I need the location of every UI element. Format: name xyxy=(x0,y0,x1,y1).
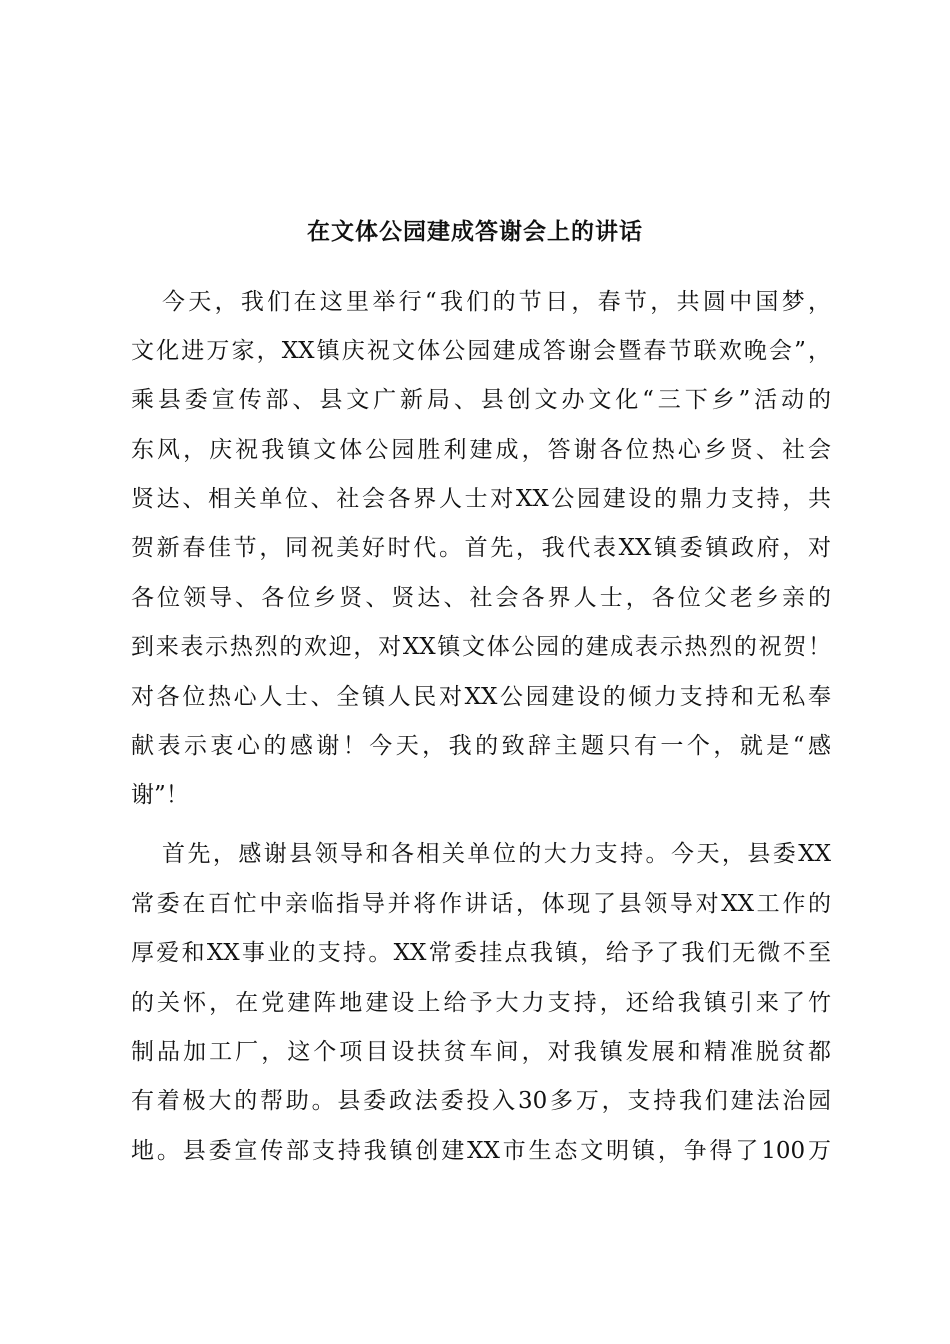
document-title: 在文体公园建成答谢会上的讲话 xyxy=(307,218,643,245)
paragraph-1-line-7: 各位领导、各位乡贤、贤达、社会各界人士，各位父老乡亲的 xyxy=(131,585,831,611)
paragraph-2-line-6: 有着极大的帮助。县委政法委投入30多万，支持我们建法治园 xyxy=(131,1088,831,1114)
paragraph-1-line-3: 乘县委宣传部、县文广新局、县创文办文化“三下乡”活动的 xyxy=(131,387,831,413)
paragraph-2-line-1: 首先，感谢县领导和各相关单位的大力支持。今天，县委XX xyxy=(162,841,831,867)
paragraph-1-line-10: 献表示衷心的感谢！今天，我的致辞主题只有一个，就是“感 xyxy=(131,733,831,759)
paragraph-2-line-3: 厚爱和XX事业的支持。XX常委挂点我镇，给予了我们无微不至 xyxy=(131,940,831,966)
paragraph-1-line-2: 文化进万家，XX镇庆祝文体公园建成答谢会暨春节联欢晚会”， xyxy=(131,338,831,364)
paragraph-1-line-1: 今天，我们在这里举行“我们的节日，春节，共圆中国梦， xyxy=(162,289,831,315)
paragraph-1-line-6: 贺新春佳节，同祝美好时代。首先，我代表XX镇委镇政府，对 xyxy=(131,535,831,561)
paragraph-1-line-11: 谢”！ xyxy=(131,782,189,808)
paragraph-1-line-9: 对各位热心人士、全镇人民对XX公园建设的倾力支持和无私奉 xyxy=(131,684,831,710)
paragraph-1-line-5: 贤达、相关单位、社会各界人士对XX公园建设的鼎力支持，共 xyxy=(131,486,831,512)
paragraph-2-line-5: 制品加工厂，这个项目设扶贫车间，对我镇发展和精准脱贫都 xyxy=(131,1039,831,1065)
paragraph-1-line-8: 到来表示热烈的欢迎，对XX镇文体公园的建成表示热烈的祝贺！ xyxy=(131,634,831,660)
paragraph-1-line-4: 东风，庆祝我镇文体公园胜利建成，答谢各位热心乡贤、社会 xyxy=(131,437,831,463)
paragraph-2-line-2: 常委在百忙中亲临指导并将作讲话，体现了县领导对XX工作的 xyxy=(131,891,831,917)
paragraph-2-line-7: 地。县委宣传部支持我镇创建XX市生态文明镇，争得了100万 xyxy=(131,1138,831,1164)
paragraph-2-line-4: 的关怀，在党建阵地建设上给予大力支持，还给我镇引来了竹 xyxy=(131,990,831,1016)
